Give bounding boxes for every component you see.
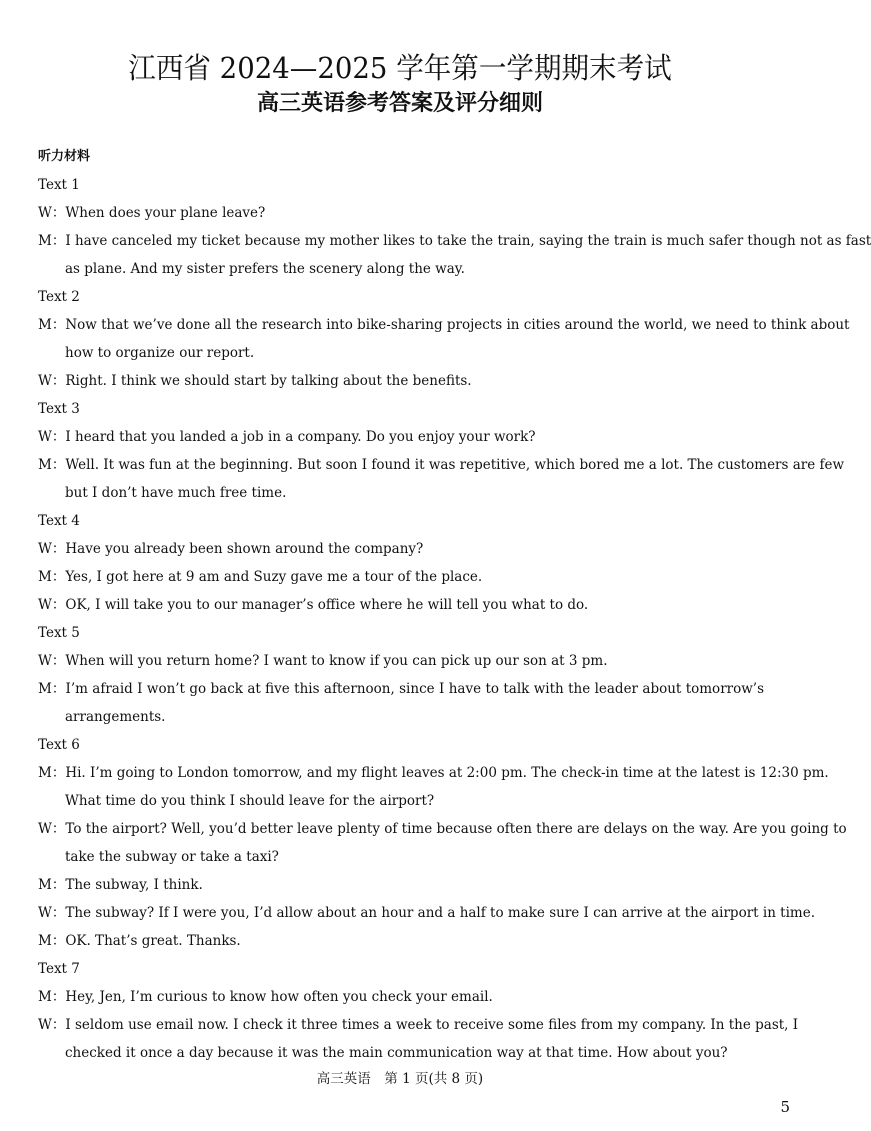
page-number: 5 (780, 1098, 790, 1116)
dialog-continuation: take the subway or take a taxi? (65, 849, 279, 865)
text-label: Text 3 (38, 401, 80, 417)
page-footer: 高三英语 第 1 页(共 8 页) (316, 1071, 484, 1087)
dialog-line: W：OK, I will take you to our manager’s office where he will tell you what to do. (38, 597, 589, 613)
dialog-line: M：Well. It was fun at the beginning. But soon I found it was repetitive, which bored me a lot. The customers are few (38, 457, 845, 473)
dialog-line: M：Hey, Jen, I’m curious to know how often you check your email. (38, 989, 493, 1005)
dialog-line: W：Right. I think we should start by talking about the benefits. (38, 373, 472, 389)
dialog-line: W：When will you return home? I want to know if you can pick up our son at 3 pm. (38, 653, 608, 669)
text-label: Text 6 (38, 737, 80, 753)
dialog-line: M：OK. That’s great. Thanks. (38, 933, 241, 949)
dialog-continuation: arrangements. (65, 709, 166, 725)
dialog-line: W：The subway? If I were you, I’d allow about an hour and a half to make sure I can arrive at the airport in time. (38, 905, 816, 921)
dialog-continuation: What time do you think I should leave for the airport? (65, 793, 435, 809)
text-label: Text 2 (38, 289, 80, 305)
dialog-line: M：I’m afraid I won’t go back at five this afternoon, since I have to talk with the leader about tomorrow’s (38, 681, 764, 697)
dialog-line: W：To the airport? Well, you’d better leave plenty of time because often there are delays on the way. Are you going to (38, 821, 847, 837)
dialog-line: W：When does your plane leave? (38, 205, 266, 221)
transcript (38, 171, 871, 1067)
dialog-line: M：Yes, I got here at 9 am and Suzy gave me a tour of the place. (38, 569, 483, 585)
dialog-line: W：I seldom use email now. I check it three times a week to receive some files from my company. In the past, I (38, 1017, 799, 1033)
dialog-continuation: but I don’t have much free time. (65, 485, 287, 501)
dialog-line: M：The subway, I think. (38, 877, 203, 893)
dialog-line: M：I have canceled my ticket because my mother likes to take the train, saying the train is much safer though not as fast (38, 233, 871, 249)
section-heading: 听力材料 (38, 149, 91, 164)
dialog-continuation: checked it once a day because it was the main communication way at that time. How about you? (65, 1045, 728, 1061)
dialog-continuation: as plane. And my sister prefers the scenery along the way. (65, 261, 465, 277)
text-label: Text 4 (38, 513, 80, 529)
dialog-line: W：Have you already been shown around the company? (38, 541, 424, 557)
dialog-line: M：Hi. I’m going to London tomorrow, and my flight leaves at 2:00 pm. The check-in time at the latest is 12:30 pm. (38, 765, 829, 781)
dialog-line: W：I heard that you landed a job in a company. Do you enjoy your work? (38, 429, 536, 445)
page-title: 江西省 2024—2025 学年第一学期期末考试 (128, 51, 672, 85)
document-body (38, 143, 871, 1067)
page-subtitle: 高三英语参考答案及评分细则 (256, 91, 543, 116)
dialog-line: M：Now that we’ve done all the research into bike-sharing projects in cities around the world, we need to think about (38, 317, 850, 333)
dialog-continuation: how to organize our report. (65, 345, 255, 361)
text-label: Text 1 (38, 177, 80, 193)
text-label: Text 5 (38, 625, 80, 641)
text-label: Text 7 (38, 961, 80, 977)
